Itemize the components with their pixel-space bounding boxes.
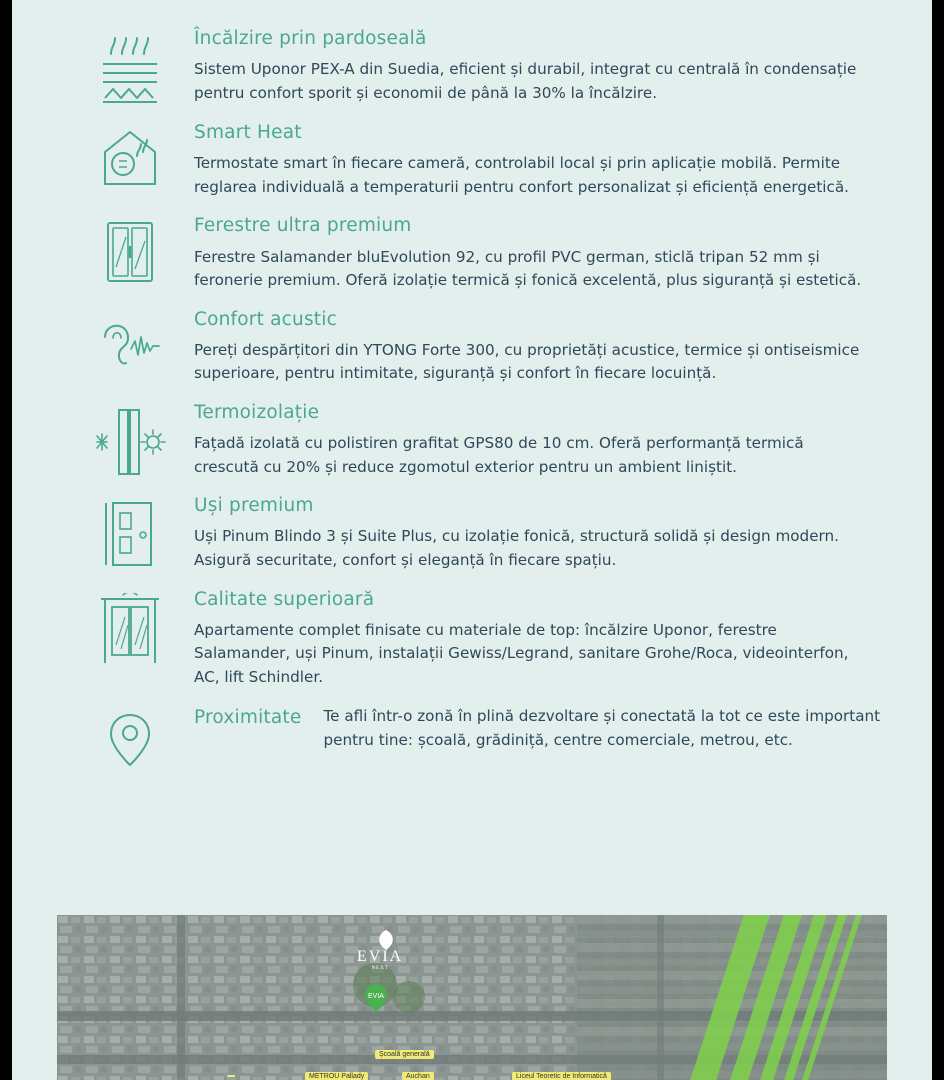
feature-text [190, 309, 889, 386]
feature-title: Ferestre ultra premium [194, 215, 412, 237]
feature-text [190, 402, 889, 479]
feature-description: Te afli într-o zonă în plină dezvoltare și conectată la tot ce este important pentru tine: școală, grădiniță, centre comerciale, metrou, etc. [323, 707, 881, 749]
feature-item [0, 402, 944, 479]
feature-item [0, 215, 944, 292]
feature-description: Pereți despărțitori din YTONG Forte 300, cu proprietăți acustice, termice și ontiseismice superioare, pentru intimitate, siguranță și confort în fiecare locuință. [194, 340, 860, 383]
feature-item [0, 122, 944, 199]
feature-title: Smart Heat [194, 122, 302, 143]
feature-item [0, 705, 944, 771]
underfloor-heating-icon [70, 28, 190, 106]
ear-soundwave-icon [70, 309, 190, 375]
smart-home-thermostat-icon [70, 122, 190, 192]
project-subtitle: NEXT [371, 966, 389, 971]
map-label: Liceul Teoretic de Informatică [512, 1072, 611, 1080]
window-icon [70, 215, 190, 285]
feature-title: Uși premium [194, 495, 314, 517]
feature-text [190, 495, 889, 572]
feature-item [0, 589, 944, 690]
feature-text [190, 122, 889, 199]
feature-description: Ferestre Salamander bluEvolution 92, cu profil PVC german, sticlă tripan 52 mm și feronerie premium. Oferă izolație termică și fonică excelentă, plus siguranță și estetică. [194, 247, 862, 290]
feature-title: Proximitate [194, 707, 302, 729]
feature-title: Încălzire prin pardoseală [194, 28, 427, 49]
thermal-insulation-icon [70, 402, 190, 478]
feature-text [190, 589, 889, 690]
svg-text:EVIA: EVIA [368, 993, 384, 1000]
door-icon [70, 495, 190, 569]
feature-description: Apartamente complet finisate cu materiale de top: încălzire Uponor, ferestre Salamander, uși Pinum, instalații Gewiss/Legrand, sanitare Grohe/Roca, videointerfon, AC, lift Schindler. [194, 620, 849, 686]
feature-text [190, 28, 889, 105]
feature-description: Fațadă izolată cu polistiren grafitat GPS80 de 10 cm. Oferă performanță termică crescută cu 20% și reduce zgomotul exterior pentru un ambient liniștit. [194, 434, 804, 476]
feature-title: Calitate superioară [194, 588, 375, 610]
feature-text [190, 215, 889, 292]
feature-description: Termostate smart în fiecare cameră, controlabil local și prin aplicație mobilă. Permite reglarea individuală a temperaturii pentru confort personalizat și eficiență energetică. [194, 154, 849, 196]
map-label: Auchan [402, 1072, 434, 1080]
project-name: EVIA [357, 948, 404, 965]
map-label: METROU Pallady [305, 1072, 368, 1080]
features-list [0, 28, 944, 787]
elevator-icon [70, 589, 190, 667]
project-logo [357, 948, 403, 971]
left-letterbox [0, 0, 12, 1080]
right-letterbox [932, 0, 944, 1080]
feature-title: Termoizolație [194, 401, 320, 423]
feature-description: Sistem Uponor PEX-A din Suedia, eficient și durabil, integrat cu centrală în condensație pentru confort sporit și economii de până la 30% la încălzire. [194, 60, 857, 102]
feature-description: Uși Pinum Blindo 3 și Suite Plus, cu izolație fonică, structură solidă și design modern. Asigură securitate, confort și eleganță în fiecare spațiu. [194, 527, 839, 569]
feature-text [190, 705, 889, 752]
evia-map-marker-icon[interactable] [364, 983, 388, 1013]
feature-title: Confort acustic [194, 308, 337, 330]
feature-item [0, 495, 944, 572]
location-map[interactable] [57, 915, 887, 1080]
location-pin-icon [70, 705, 190, 771]
map-label: Școală generală [375, 1050, 434, 1059]
feature-item [0, 28, 944, 106]
feature-item [0, 309, 944, 386]
map-label [227, 1075, 235, 1077]
